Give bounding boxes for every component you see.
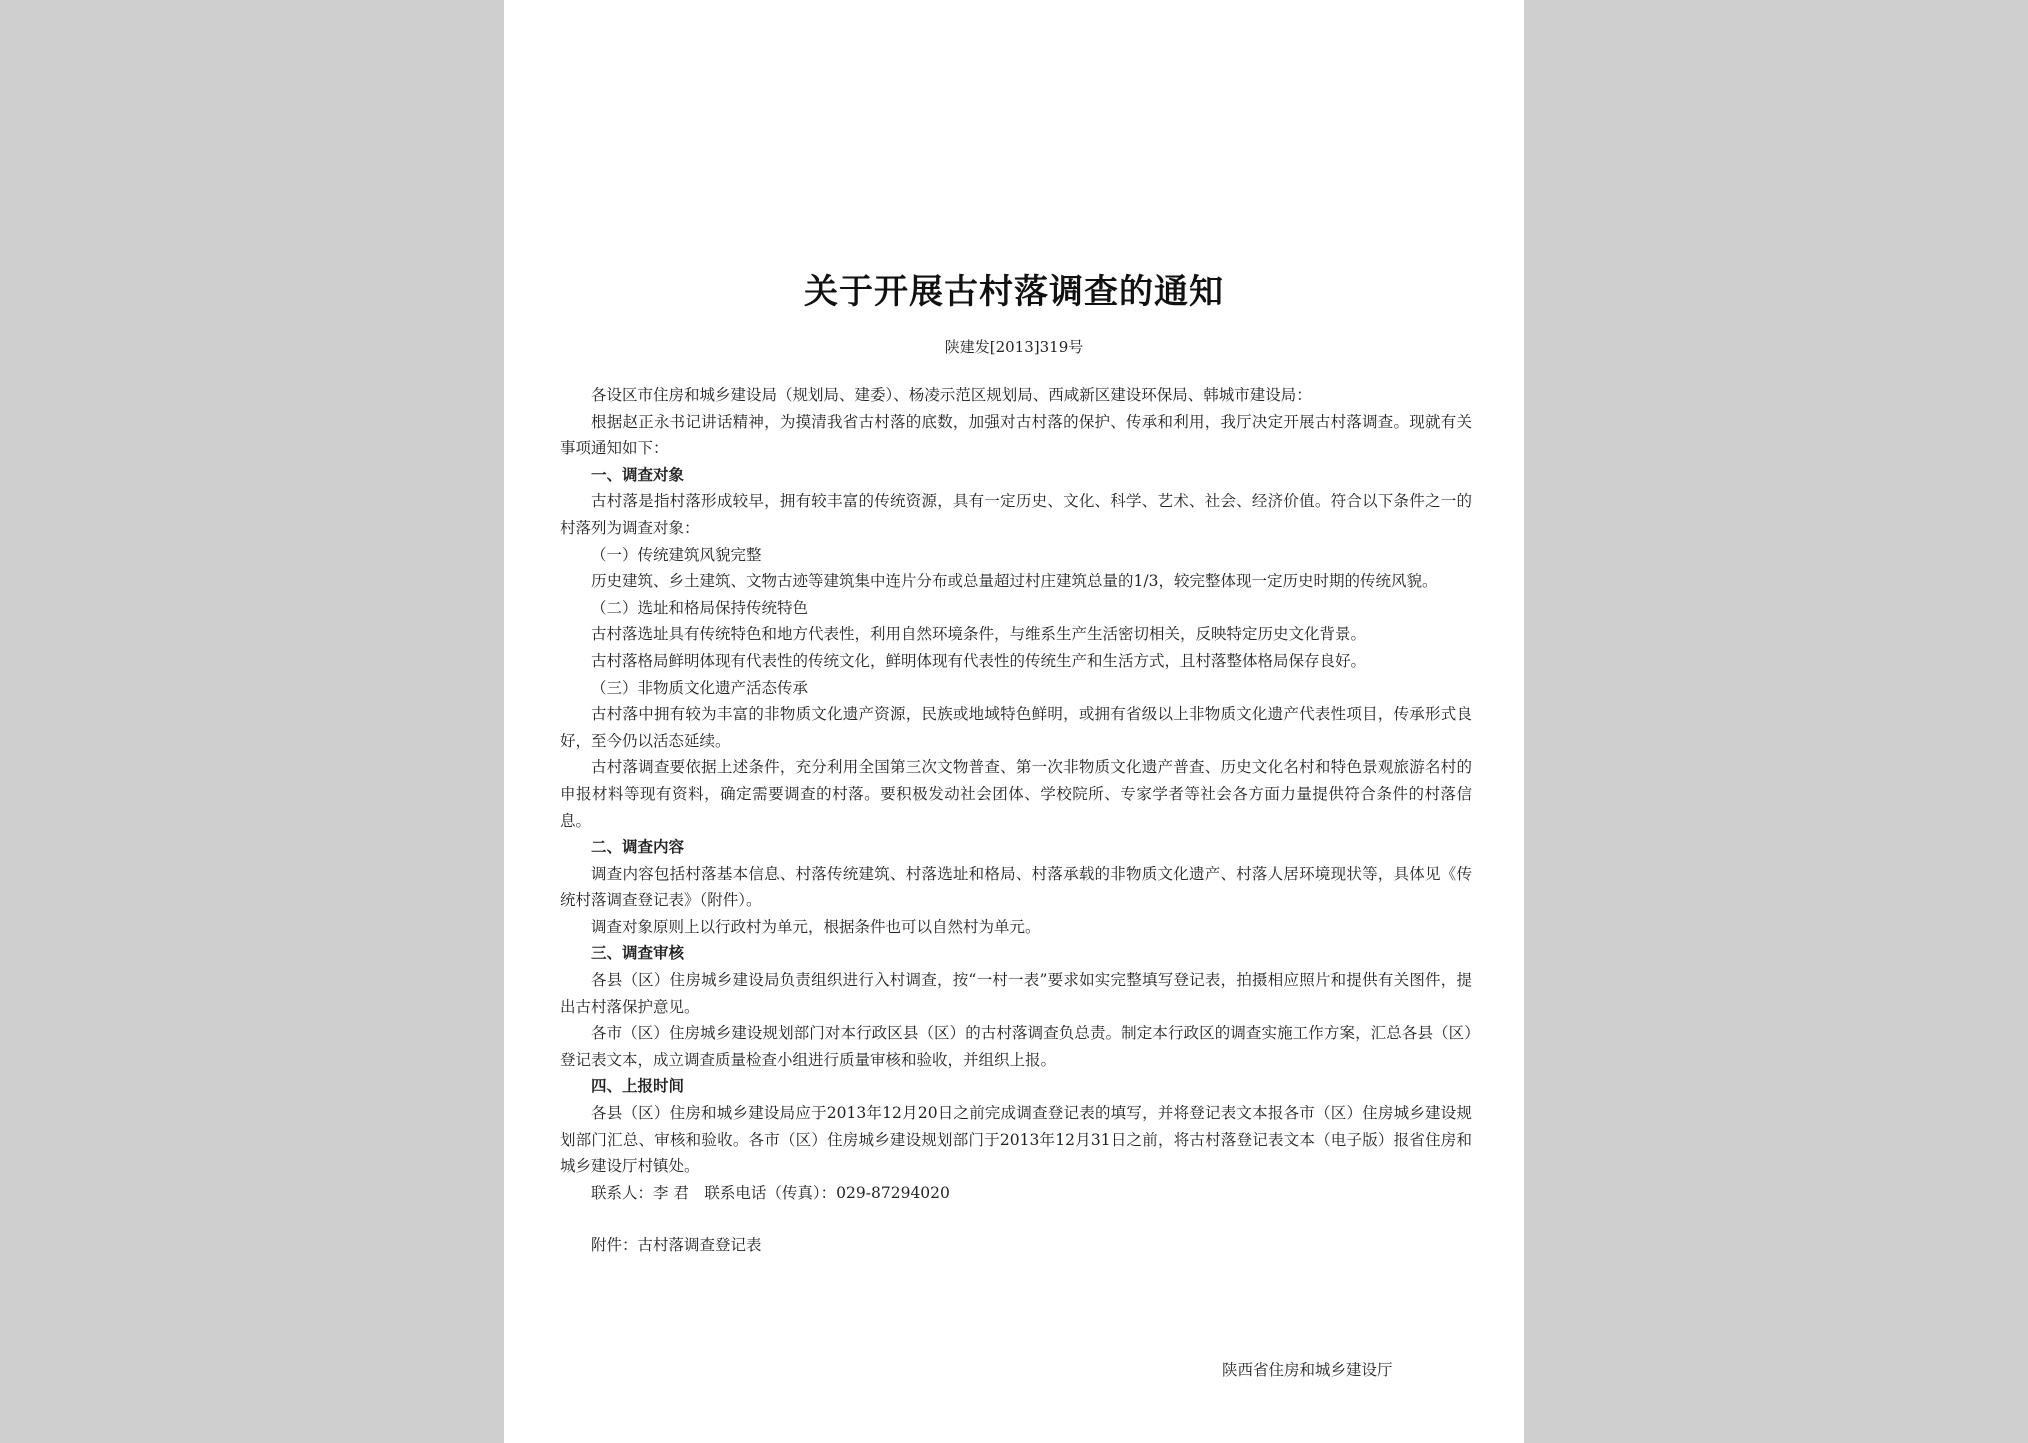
paragraph: 各县（区）住房城乡建设局负责组织进行入村调查，按“一村一表”要求如实完整填写登记表，拍摄相应照片和提供有关图件，提出古村落保护意见。: [560, 971, 1472, 1016]
subheading: （一）传统建筑风貌完整: [591, 545, 762, 564]
paragraph: 古村落格局鲜明体现有代表性的传统文化，鲜明体现有代表性的传统生产和生活方式，且村落整体格局保存良好。: [591, 651, 1367, 670]
paragraph: 调查对象原则上以行政村为单元，根据条件也可以自然村为单元。: [591, 917, 1041, 936]
section-heading-1: 一、调查对象: [591, 464, 685, 484]
subheading: （二）选址和格局保持传统特色: [591, 598, 809, 617]
paragraph: 各县（区）住房和城乡建设局应于2013年12月20日之前完成调查登记表的填写，并将登记表文本报各市（区）住房城乡建设规划部门汇总、审核和验收。各市（区）住房城乡建设规划部门于2013年12月31日之前，将古村落登记表文本（电子版）报省住房和城乡建设厅村镇处。: [560, 1104, 1472, 1176]
contact-info: 联系人：李 君 联系电话（传真）：029-87294020: [591, 1183, 950, 1202]
paragraph: 古村落中拥有较为丰富的非物质文化遗产资源，民族或地域特色鲜明，或拥有省级以上非物质文化遗产代表性项目，传承形式良好，至今仍以活态延续。: [560, 705, 1472, 750]
paragraph: 各市（区）住房城乡建设规划部门对本行政区县（区）的古村落调查负总责。制定本行政区的调查实施工作方案，汇总各县（区）登记表文本，成立调查质量检查小组进行质量审核和验收，并组织上报。: [560, 1024, 1472, 1069]
spacer: [560, 1206, 1472, 1232]
attachment-note: 附件：古村落调查登记表: [591, 1236, 762, 1255]
document-body: [560, 382, 1472, 1259]
document-page: [504, 0, 1524, 1443]
section-heading-3: 三、调查审核: [591, 943, 685, 963]
section-heading-2: 二、调查内容: [591, 837, 685, 857]
intro-paragraph: 根据赵正永书记讲话精神，为摸清我省古村落的底数，加强对古村落的保护、传承和利用，我厅决定开展古村落调查。现就有关事项通知如下：: [560, 412, 1472, 458]
document-title: 关于开展古村落调查的通知: [804, 272, 1224, 312]
subheading: （三）非物质文化遗产活态传承: [591, 678, 809, 697]
addressee: 各设区市住房和城乡建设局（规划局、建委）、杨凌示范区规划局、西咸新区建设环保局、韩城市建设局：: [591, 386, 1312, 404]
issuer-signature: 陕西省住房和城乡建设厅: [1222, 1361, 1393, 1379]
section-heading-4: 四、上报时间: [591, 1076, 685, 1096]
paragraph: 古村落选址具有传统特色和地方代表性，利用自然环境条件，与维系生产生活密切相关，反映特定历史文化背景。: [591, 625, 1367, 644]
paragraph: 古村落是指村落形成较早，拥有较丰富的传统资源，具有一定历史、文化、科学、艺术、社会、经济价值。符合以下条件之一的村落列为调查对象：: [560, 492, 1472, 537]
paragraph: 古村落调查要依据上述条件，充分利用全国第三次文物普查、第一次非物质文化遗产普查、历史文化名村和特色景观旅游名村的申报材料等现有资料，确定需要调查的村落。要积极发动社会团体、学校院所、专家学者等社会各方面力量提供符合条件的村落信息。: [560, 758, 1472, 830]
paragraph: 历史建筑、乡土建筑、文物古迹等建筑集中连片分布或总量超过村庄建筑总量的1/3，较完整体现一定历史时期的传统风貌。: [591, 572, 1438, 591]
paragraph: 调查内容包括村落基本信息、村落传统建筑、村落选址和格局、村落承载的非物质文化遗产、村落人居环境现状等，具体见《传统村落调查登记表》（附件）。: [560, 864, 1472, 910]
document-number: 陕建发[2013]319号: [944, 338, 1084, 356]
